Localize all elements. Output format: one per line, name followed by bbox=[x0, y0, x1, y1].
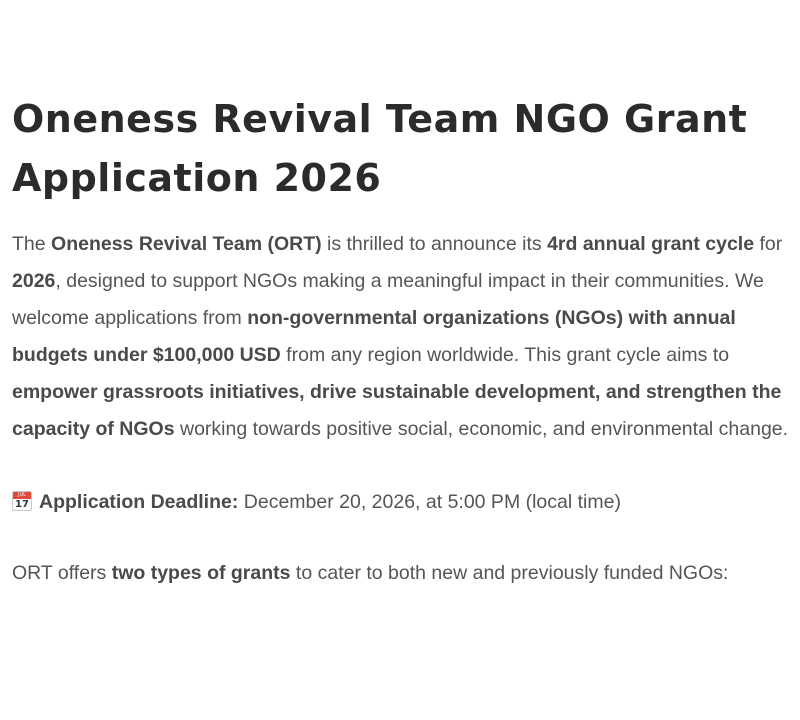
intro-paragraph bbox=[12, 226, 797, 448]
intro-text-5: from any region worldwide. This grant cycle aims to bbox=[280, 344, 730, 366]
calendar-icon-month: JUL bbox=[13, 492, 31, 499]
deadline-value: December 20, 2026, at 5:00 PM (local time) bbox=[238, 491, 621, 513]
grant-types-paragraph bbox=[12, 555, 797, 592]
page-title-line-2: Application 2026 bbox=[12, 156, 382, 200]
intro-text-1: The bbox=[12, 233, 52, 255]
article bbox=[12, 90, 797, 592]
intro-text-2: is thrilled to announce its bbox=[321, 233, 548, 255]
intro-text-6: working towards positive social, economic, and environmental change. bbox=[174, 418, 789, 440]
page-title-line-1: Oneness Revival Team NGO Grant bbox=[12, 97, 748, 141]
offers-text-1: ORT offers bbox=[12, 562, 112, 584]
intro-text-4: , designed to support NGOs making a meaningful impact in their communities. We welcome applications from bbox=[12, 270, 764, 329]
intro-grant-cycle: 4rd annual grant cycle bbox=[547, 233, 755, 255]
deadline-line bbox=[12, 484, 797, 521]
deadline-label: Application Deadline: bbox=[39, 491, 239, 513]
page-title bbox=[12, 90, 797, 208]
intro-year: 2026 bbox=[12, 270, 56, 292]
calendar-icon-day: 17 bbox=[15, 499, 29, 510]
intro-org-name: Oneness Revival Team (ORT) bbox=[51, 233, 322, 255]
intro-goals: empower grassroots initiatives, drive sustainable development, and strengthen the capacity of NGOs bbox=[12, 381, 782, 440]
intro-text-3: for bbox=[754, 233, 783, 255]
intro-eligibility: non-governmental organizations (NGOs) with annual budgets under $100,000 USD bbox=[12, 307, 736, 366]
offers-text-2: to cater to both new and previously funded NGOs: bbox=[290, 562, 729, 584]
offers-grant-types: two types of grants bbox=[111, 562, 291, 584]
calendar-icon bbox=[12, 491, 32, 511]
